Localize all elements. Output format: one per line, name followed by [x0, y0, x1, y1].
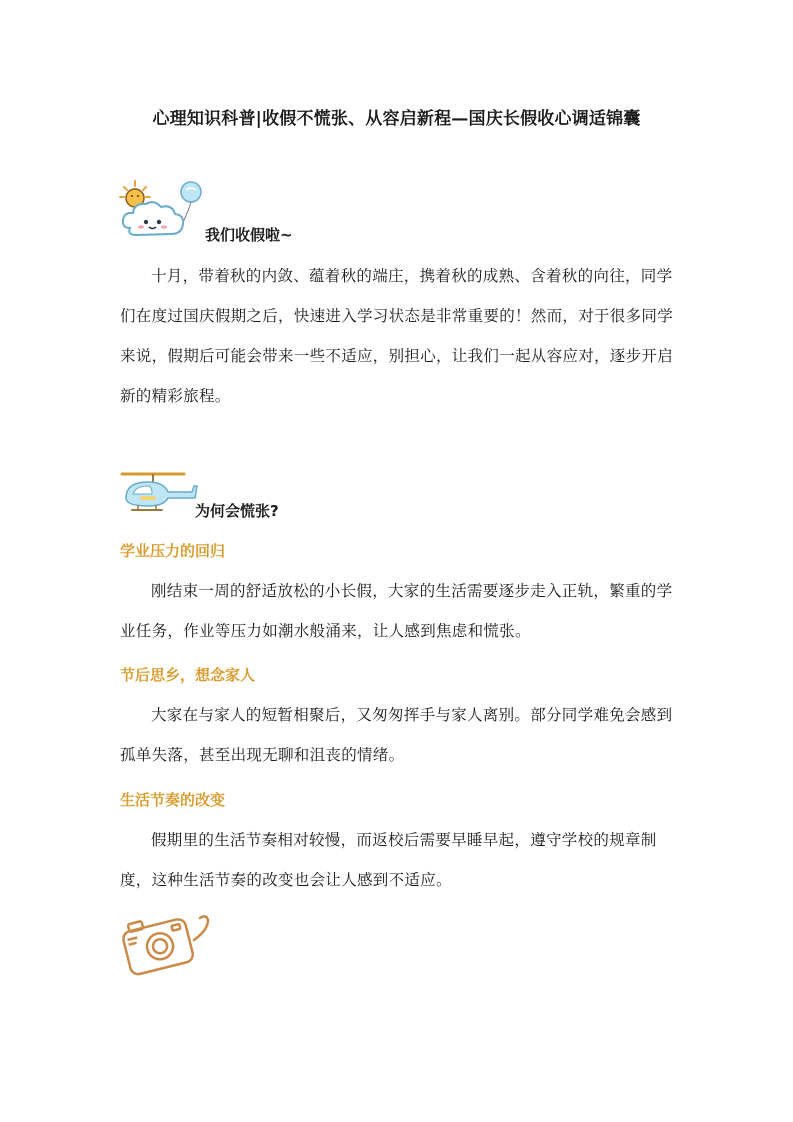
- paragraph-life-rhythm: 假期里的生活节奏相对较慢，而返校后需要早睡早起，遵守学校的规章制度，这种生活节奏的改变也会让人感到不适应。: [120, 831, 657, 889]
- subheading-homesick: 节后思乡，想念家人: [120, 666, 256, 684]
- subheading-life-rhythm: 生活节奏的改变: [120, 791, 226, 809]
- section-heading-holiday-over: 我们收假啦~: [205, 226, 293, 244]
- paragraph-academic-pressure: 刚结束一周的舒适放松的小长假，大家的生活需要逐步走入正轨，繁重的学业任务，作业等压力如潮水般涌来，让人感到焦虑和慌张。: [120, 582, 673, 640]
- camera-icon: [116, 906, 214, 982]
- intro-paragraph: 十月，带着秋的内敛、蕴着秋的端庄，携着秋的成熟、含着秋的向往，同学们在度过国庆假期之后，快速进入学习状态是非常重要的！然而，对于很多同学来说，假期后可能会带来一些不适应，别担心，让我们一起从容应对，逐步开启新的精彩旅程。: [120, 267, 674, 405]
- section-heading-why-panic: 为何会慌张?: [195, 502, 279, 520]
- cloud-sun-balloon-icon: [116, 178, 208, 248]
- helicopter-icon: [118, 468, 198, 514]
- paragraph-homesick: 大家在与家人的短暂相聚后，又匆匆挥手与家人离别。部分同学难免会感到孤单失落，甚至出现无聊和沮丧的情绪。: [120, 706, 673, 764]
- subheading-academic-pressure: 学业压力的回归: [120, 542, 226, 560]
- page-title: 心理知识科普|收假不慌张、从容启新程—国庆长假收心调适锦囊: [152, 109, 641, 129]
